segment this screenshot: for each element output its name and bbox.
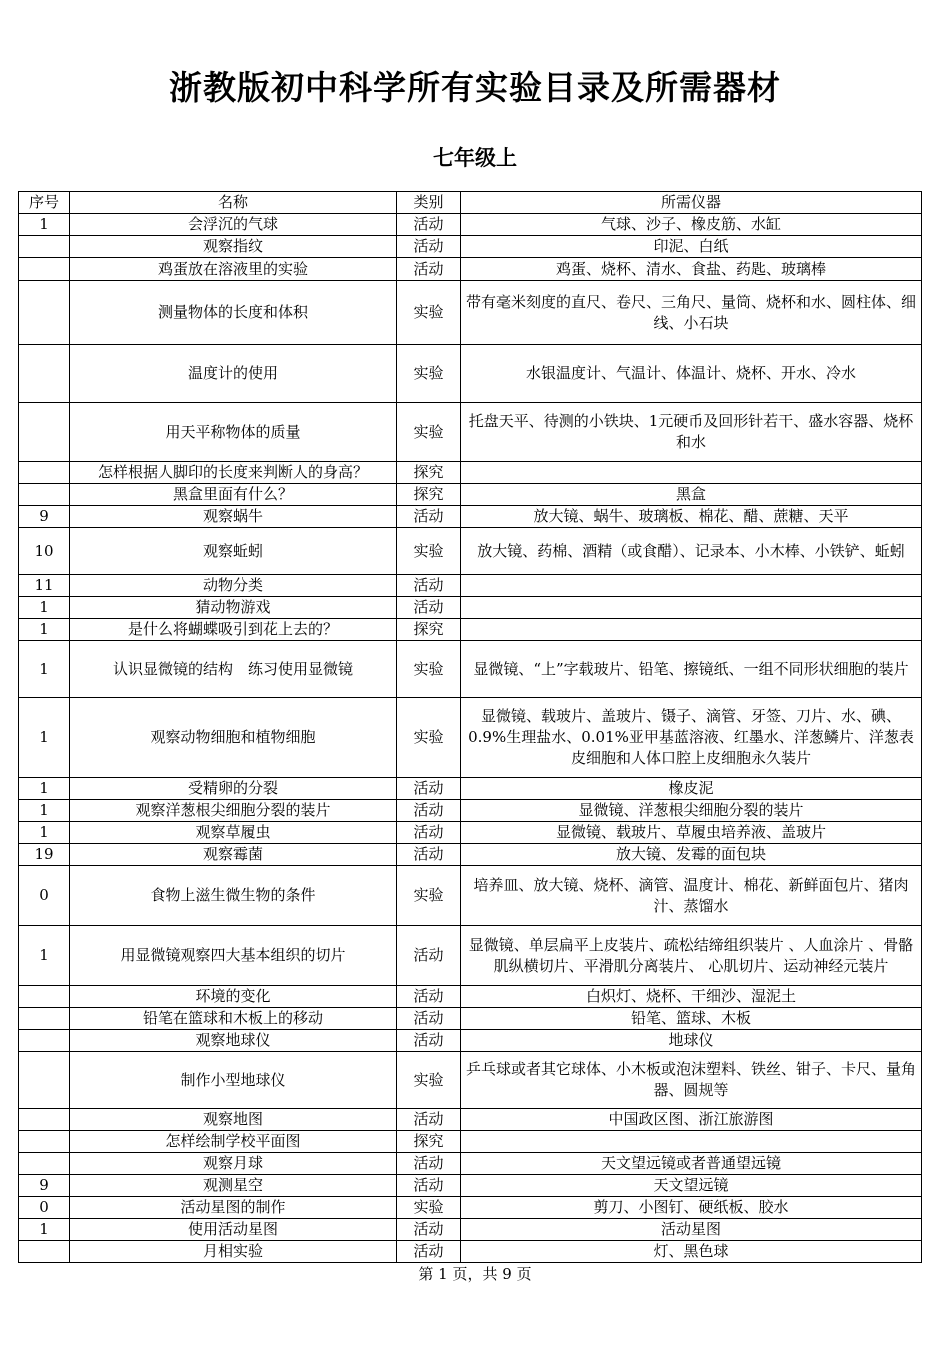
cell-no: 1 [19, 926, 70, 986]
cell-name: 观察霉菌 [70, 844, 397, 866]
header-no: 序号 [19, 192, 70, 214]
experiment-table [18, 191, 922, 1263]
cell-type: 活动 [397, 1153, 461, 1175]
cell-no: 1 [19, 619, 70, 641]
cell-type: 活动 [397, 822, 461, 844]
cell-type: 实验 [397, 641, 461, 698]
cell-no [19, 1030, 70, 1052]
cell-equipment: 铅笔、篮球、木板 [461, 1008, 922, 1030]
cell-type: 实验 [397, 1197, 461, 1219]
cell-name: 会浮沉的气球 [70, 214, 397, 236]
cell-equipment: 显微镜、载玻片、盖玻片、镊子、滴管、牙签、刀片、水、碘、0.9%生理盐水、0.01%亚甲基蓝溶液、红墨水、洋葱鳞片、洋葱表皮细胞和人体口腔上皮细胞永久装片 [461, 698, 922, 778]
grade-subtitle: 七年级上 [433, 146, 517, 170]
document-title: 浙教版初中科学所有实验目录及所需器材 [169, 68, 781, 107]
table-row [19, 866, 922, 926]
cell-name: 黑盒里面有什么？ [70, 484, 397, 506]
cell-name: 观察动物细胞和植物细胞 [70, 698, 397, 778]
cell-type: 实验 [397, 345, 461, 403]
cell-no [19, 345, 70, 403]
cell-name: 受精卵的分裂 [70, 778, 397, 800]
cell-no [19, 236, 70, 258]
cell-equipment: 地球仪 [461, 1030, 922, 1052]
cell-name: 温度计的使用 [70, 345, 397, 403]
cell-name: 怎样绘制学校平面图 [70, 1131, 397, 1153]
cell-type: 活动 [397, 236, 461, 258]
cell-no: 9 [19, 1175, 70, 1197]
cell-type: 活动 [397, 597, 461, 619]
table-row [19, 1175, 922, 1197]
cell-equipment: 带有毫米刻度的直尺、卷尺、三角尺、量筒、烧杯和水、圆柱体、细线、小石块 [461, 281, 922, 345]
cell-no [19, 1109, 70, 1131]
cell-name: 观察洋葱根尖细胞分裂的装片 [70, 800, 397, 822]
cell-equipment [461, 462, 922, 484]
cell-no: 19 [19, 844, 70, 866]
table-row [19, 575, 922, 597]
cell-name: 使用活动星图 [70, 1219, 397, 1241]
cell-type: 探究 [397, 462, 461, 484]
cell-type: 活动 [397, 1219, 461, 1241]
cell-type: 活动 [397, 1175, 461, 1197]
cell-equipment: 黑盒 [461, 484, 922, 506]
cell-equipment [461, 619, 922, 641]
table-row [19, 1153, 922, 1175]
cell-equipment [461, 1131, 922, 1153]
cell-type: 活动 [397, 844, 461, 866]
table-row [19, 281, 922, 345]
cell-name: 测量物体的长度和体积 [70, 281, 397, 345]
cell-no: 1 [19, 214, 70, 236]
table-row [19, 698, 922, 778]
cell-type: 实验 [397, 528, 461, 575]
table-row [19, 258, 922, 281]
table-row [19, 1109, 922, 1131]
table-row [19, 528, 922, 575]
cell-equipment: 放大镜、发霉的面包块 [461, 844, 922, 866]
cell-no [19, 403, 70, 462]
cell-equipment [461, 575, 922, 597]
cell-type: 活动 [397, 1241, 461, 1263]
cell-equipment: 气球、沙子、橡皮筋、水缸 [461, 214, 922, 236]
cell-no: 1 [19, 800, 70, 822]
cell-type: 活动 [397, 800, 461, 822]
cell-name: 怎样根据人脚印的长度来判断人的身高？ [70, 462, 397, 484]
table-row [19, 926, 922, 986]
cell-type: 活动 [397, 1008, 461, 1030]
cell-name: 观察地球仪 [70, 1030, 397, 1052]
table-row [19, 1052, 922, 1109]
cell-equipment: 白炽灯、烧杯、干细沙、湿泥土 [461, 986, 922, 1008]
table-row [19, 1008, 922, 1030]
table-row [19, 778, 922, 800]
cell-name: 观测星空 [70, 1175, 397, 1197]
table-row [19, 236, 922, 258]
cell-type: 探究 [397, 484, 461, 506]
cell-name: 动物分类 [70, 575, 397, 597]
cell-equipment: 灯、黑色球 [461, 1241, 922, 1263]
cell-type: 实验 [397, 1052, 461, 1109]
table-row [19, 214, 922, 236]
cell-no: 10 [19, 528, 70, 575]
table-row [19, 345, 922, 403]
cell-name: 猜动物游戏 [70, 597, 397, 619]
cell-no [19, 462, 70, 484]
table-row [19, 844, 922, 866]
cell-no: 11 [19, 575, 70, 597]
table-row [19, 1131, 922, 1153]
cell-no [19, 281, 70, 345]
cell-no [19, 1131, 70, 1153]
table-row [19, 597, 922, 619]
cell-name: 用天平称物体的质量 [70, 403, 397, 462]
cell-type: 实验 [397, 698, 461, 778]
cell-name: 制作小型地球仪 [70, 1052, 397, 1109]
cell-no [19, 484, 70, 506]
cell-equipment: 托盘天平、待测的小铁块、1元硬币及回形针若干、盛水容器、烧杯和水 [461, 403, 922, 462]
table-row [19, 822, 922, 844]
cell-name: 鸡蛋放在溶液里的实验 [70, 258, 397, 281]
table-row [19, 1197, 922, 1219]
cell-name: 是什么将蝴蝶吸引到花上去的？ [70, 619, 397, 641]
cell-no: 0 [19, 866, 70, 926]
cell-equipment: 显微镜、洋葱根尖细胞分裂的装片 [461, 800, 922, 822]
cell-equipment: 天文望远镜或者普通望远镜 [461, 1153, 922, 1175]
header-name: 名称 [70, 192, 397, 214]
cell-no: 1 [19, 698, 70, 778]
cell-name: 月相实验 [70, 1241, 397, 1263]
cell-name: 活动星图的制作 [70, 1197, 397, 1219]
header-type: 类别 [397, 192, 461, 214]
cell-type: 活动 [397, 214, 461, 236]
cell-equipment: 培养皿、放大镜、烧杯、滴管、温度计、棉花、新鲜面包片、猪肉汁、蒸馏水 [461, 866, 922, 926]
cell-name: 观察蜗牛 [70, 506, 397, 528]
cell-no: 1 [19, 1219, 70, 1241]
page-footer: 第 1 页，共 9 页 [418, 1265, 532, 1283]
cell-type: 实验 [397, 866, 461, 926]
header-equipment: 所需仪器 [461, 192, 922, 214]
cell-equipment: 放大镜、药棉、酒精（或食醋）、记录本、小木棒、小铁铲、蚯蚓 [461, 528, 922, 575]
cell-name: 用显微镜观察四大基本组织的切片 [70, 926, 397, 986]
cell-type: 活动 [397, 1109, 461, 1131]
cell-equipment: 剪刀、小图钉、硬纸板、胶水 [461, 1197, 922, 1219]
cell-type: 活动 [397, 986, 461, 1008]
cell-type: 活动 [397, 506, 461, 528]
table-row [19, 1219, 922, 1241]
table-row [19, 641, 922, 698]
cell-no: 0 [19, 1197, 70, 1219]
cell-no: 1 [19, 822, 70, 844]
cell-no [19, 1241, 70, 1263]
cell-equipment: 天文望远镜 [461, 1175, 922, 1197]
cell-type: 实验 [397, 403, 461, 462]
cell-type: 活动 [397, 778, 461, 800]
cell-name: 观察地图 [70, 1109, 397, 1131]
cell-no: 9 [19, 506, 70, 528]
cell-no [19, 986, 70, 1008]
cell-name: 认识显微镜的结构 练习使用显微镜 [70, 641, 397, 698]
cell-type: 实验 [397, 281, 461, 345]
cell-name: 观察蚯蚓 [70, 528, 397, 575]
cell-equipment: 中国政区图、浙江旅游图 [461, 1109, 922, 1131]
cell-equipment [461, 597, 922, 619]
cell-no: 1 [19, 641, 70, 698]
cell-no [19, 1052, 70, 1109]
cell-equipment: 水银温度计、气温计、体温计、烧杯、开水、冷水 [461, 345, 922, 403]
table-row [19, 619, 922, 641]
cell-name: 食物上滋生微生物的条件 [70, 866, 397, 926]
cell-type: 活动 [397, 926, 461, 986]
cell-name: 观察月球 [70, 1153, 397, 1175]
cell-name: 铅笔在篮球和木板上的移动 [70, 1008, 397, 1030]
cell-no [19, 1008, 70, 1030]
cell-name: 观察指纹 [70, 236, 397, 258]
table-row [19, 462, 922, 484]
cell-type: 探究 [397, 1131, 461, 1153]
cell-type: 活动 [397, 575, 461, 597]
table-row [19, 506, 922, 528]
table-header-row [19, 192, 922, 214]
cell-no [19, 258, 70, 281]
cell-equipment: 显微镜、“上”字载玻片、铅笔、擦镜纸、一组不同形状细胞的装片 [461, 641, 922, 698]
cell-no: 1 [19, 597, 70, 619]
cell-no: 1 [19, 778, 70, 800]
cell-equipment: 放大镜、蜗牛、玻璃板、棉花、醋、蔗糖、天平 [461, 506, 922, 528]
cell-type: 活动 [397, 1030, 461, 1052]
table-row [19, 986, 922, 1008]
cell-name: 观察草履虫 [70, 822, 397, 844]
cell-equipment: 印泥、白纸 [461, 236, 922, 258]
table-row [19, 403, 922, 462]
cell-equipment: 显微镜、载玻片、草履虫培养液、盖玻片 [461, 822, 922, 844]
table-row [19, 1241, 922, 1263]
cell-equipment: 显微镜、单层扁平上皮装片、疏松结缔组织装片 、人血涂片 、骨骼肌纵横切片、平滑肌分离装片、 心肌切片、运动神经元装片 [461, 926, 922, 986]
table-row [19, 1030, 922, 1052]
cell-type: 活动 [397, 258, 461, 281]
cell-equipment: 橡皮泥 [461, 778, 922, 800]
table-row [19, 484, 922, 506]
table-row [19, 800, 922, 822]
cell-name: 环境的变化 [70, 986, 397, 1008]
cell-type: 探究 [397, 619, 461, 641]
cell-equipment: 活动星图 [461, 1219, 922, 1241]
cell-no [19, 1153, 70, 1175]
cell-equipment: 鸡蛋、烧杯、清水、食盐、药匙、玻璃棒 [461, 258, 922, 281]
cell-equipment: 乒乓球或者其它球体、小木板或泡沫塑料、铁丝、钳子、卡尺、量角器、圆规等 [461, 1052, 922, 1109]
